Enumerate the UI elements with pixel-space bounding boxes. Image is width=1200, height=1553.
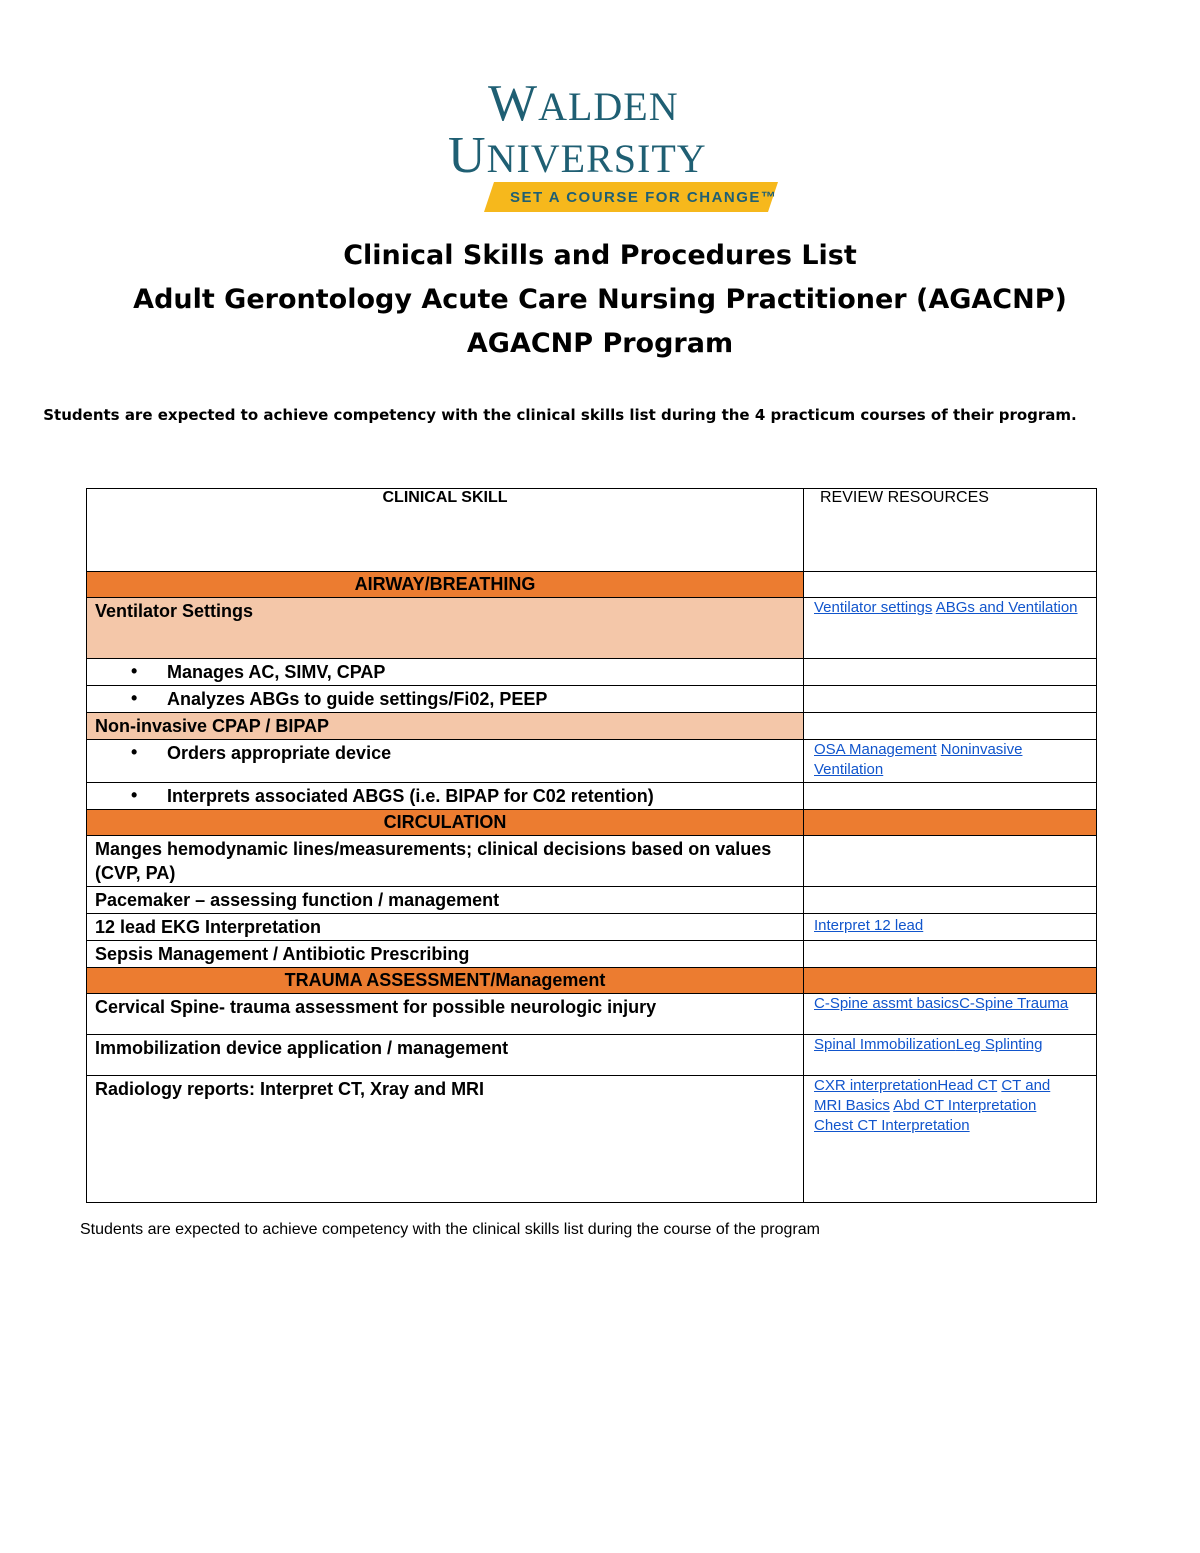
resource-link[interactable]: OSA Management	[814, 741, 937, 758]
skill-cell	[87, 836, 804, 887]
table-row	[87, 1076, 1097, 1203]
section-label: AIRWAY/BREATHING	[87, 572, 804, 598]
resource-link[interactable]: Head CT	[937, 1077, 998, 1094]
document-subtitle: Adult Gerontology Acute Care Nursing Practitioner (AGACNP)	[133, 284, 1067, 315]
section-row-airway	[87, 572, 1097, 598]
skill-cell	[87, 713, 804, 740]
skill-cell	[87, 994, 804, 1035]
logo-wordmark-university: UNIVERSITY	[448, 127, 707, 184]
resource-link[interactable]: CXR interpretation	[814, 1077, 938, 1094]
table-row	[87, 887, 1097, 914]
skill-cell	[87, 887, 804, 914]
program-name: AGACNP Program	[466, 328, 734, 359]
skill-cell	[87, 686, 804, 713]
footer-note: Students are expected to achieve competency with the clinical skills list during the course of the program	[80, 1221, 820, 1238]
skill-bullet-item: • Manages AC, SIMV, CPAP	[87, 659, 803, 685]
table-row	[87, 994, 1097, 1035]
skill-cell	[87, 941, 804, 968]
table-row	[87, 659, 1097, 686]
document-title: Clinical Skills and Procedures List	[343, 240, 857, 271]
resources-cell	[804, 887, 1097, 914]
resources-cell	[804, 659, 1097, 686]
table-header-row	[87, 489, 1097, 572]
resources-cell	[804, 598, 1097, 659]
logo-tagline-banner	[484, 182, 778, 212]
skill-cell	[87, 1076, 804, 1203]
resource-link[interactable]: Abd CT Interpretation	[893, 1097, 1037, 1114]
skill-cell	[87, 1035, 804, 1076]
skill-label: Sepsis Management / Antibiotic Prescribing	[95, 944, 470, 964]
skill-bullet-item: • Interprets associated ABGS (i.e. BIPAP for C02 retention)	[87, 783, 803, 809]
resources-cell	[804, 686, 1097, 713]
logo-wordmark-walden: WALDEN	[488, 75, 679, 132]
resource-link[interactable]: Noninvasive Ventilation	[814, 741, 1023, 778]
column-header-skill: CLINICAL SKILL	[87, 489, 804, 572]
resources-cell	[804, 1035, 1097, 1076]
resource-link[interactable]: C-Spine assmt basics	[814, 995, 960, 1012]
resources-cell	[804, 836, 1097, 887]
table-row	[87, 686, 1097, 713]
resource-link[interactable]: C-Spine Trauma	[959, 995, 1069, 1012]
table-row	[87, 836, 1097, 887]
resource-link[interactable]: Chest CT Interpretation	[814, 1117, 970, 1134]
skill-label: Non-invasive CPAP / BIPAP	[95, 716, 330, 736]
section-row-trauma	[87, 968, 1097, 994]
clinical-skills-table	[86, 488, 1097, 1203]
intro-statement: Students are expected to achieve competency with the clinical skills list during the 4 practicum courses of their program.	[43, 406, 1077, 424]
section-blank-cell	[804, 572, 1097, 598]
resource-link[interactable]: Interpret 12 lead	[814, 917, 924, 934]
skill-label: Radiology reports: Interpret CT, Xray and MRI	[95, 1079, 485, 1099]
resources-cell	[804, 783, 1097, 810]
section-label: CIRCULATION	[87, 810, 804, 836]
resource-link[interactable]: ABGs and Ventilation	[935, 599, 1078, 616]
skill-cell	[87, 914, 804, 941]
logo-tagline: SET A COURSE FOR CHANGE™	[510, 189, 778, 206]
skill-label: Ventilator Settings	[95, 601, 254, 621]
walden-university-logo	[448, 75, 788, 214]
resource-link[interactable]: Leg Splinting	[955, 1036, 1043, 1053]
table-row	[87, 740, 1097, 783]
skill-label: Immobilization device application / management	[95, 1038, 509, 1058]
skill-label: Cervical Spine- trauma assessment for possible neurologic injury	[95, 997, 657, 1017]
table-row	[87, 1035, 1097, 1076]
resources-cell	[804, 914, 1097, 941]
resource-link[interactable]: Spinal Immobilization	[814, 1036, 956, 1053]
resource-link[interactable]: Ventilator settings	[814, 599, 933, 616]
section-fill-cell	[804, 968, 1097, 994]
section-label: TRAUMA ASSESSMENT/Management	[87, 968, 804, 994]
table-row	[87, 713, 1097, 740]
skill-bullet-item: • Orders appropriate device	[87, 740, 803, 766]
skill-cell	[87, 740, 804, 783]
skill-cell	[87, 659, 804, 686]
skill-cell	[87, 783, 804, 810]
table-row	[87, 941, 1097, 968]
table-row	[87, 598, 1097, 659]
column-header-resources: REVIEW RESOURCES	[804, 489, 1097, 572]
resources-cell	[804, 941, 1097, 968]
resources-cell	[804, 1076, 1097, 1203]
skill-label: Pacemaker – assessing function / management	[95, 890, 500, 910]
resources-cell	[804, 713, 1097, 740]
skill-label: Manges hemodynamic lines/measurements; clinical decisions based on values (CVP, PA)	[95, 839, 772, 883]
resource-link[interactable]: CT and MRI Basics	[814, 1077, 1051, 1114]
table-row	[87, 783, 1097, 810]
resources-cell	[804, 740, 1097, 783]
section-fill-cell	[804, 810, 1097, 836]
table-row	[87, 914, 1097, 941]
resources-cell	[804, 994, 1097, 1035]
skill-cell	[87, 598, 804, 659]
skill-label: 12 lead EKG Interpretation	[95, 917, 322, 937]
skill-bullet-item: • Analyzes ABGs to guide settings/Fi02, PEEP	[87, 686, 803, 712]
section-row-circulation	[87, 810, 1097, 836]
